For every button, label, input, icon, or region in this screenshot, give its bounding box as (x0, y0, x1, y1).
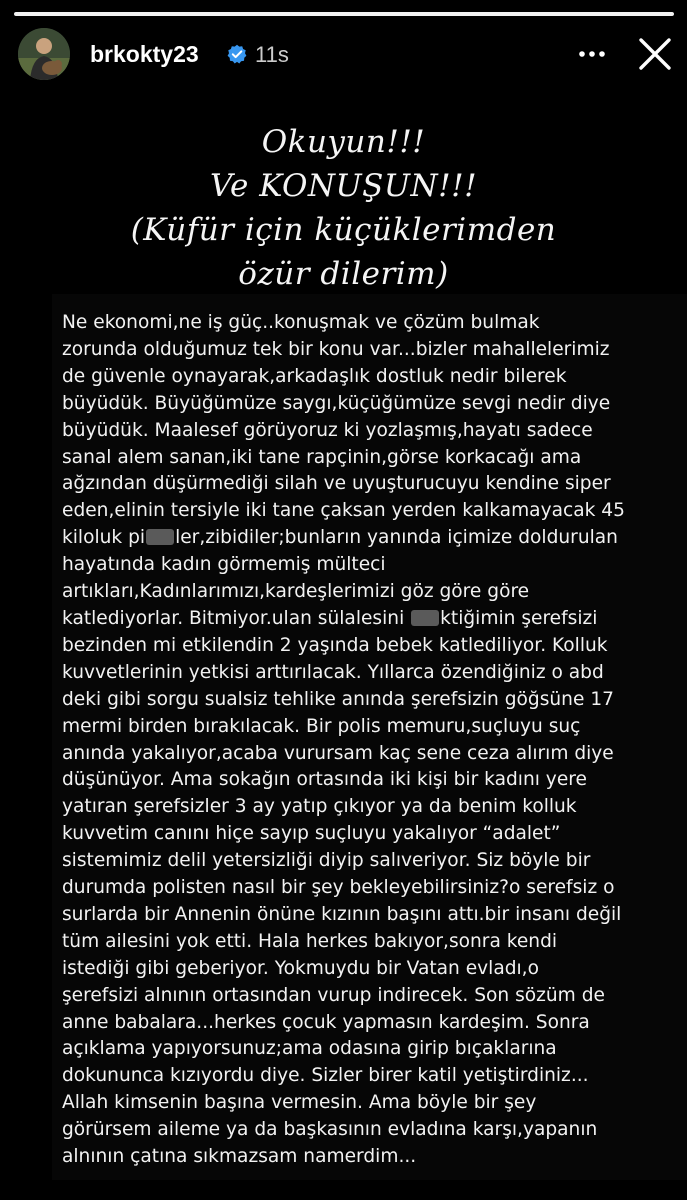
story-progress-bar (14, 12, 674, 16)
body-line: düşünüyor. Ama sokağın ortasında iki kişi bir kadını yere (62, 769, 587, 791)
body-line: sanal alem sanan,iki tane rapçinin,görse korkacağı ama (62, 446, 582, 468)
body-line: kuvvetim canını hiçe sayıp suçluyu yakalıyor “adalet” (62, 823, 561, 845)
story-heading (80, 120, 607, 296)
body-line: kuvvetlerinin yetkisi arttırılacak. Yıllarca özendiğiniz o abd (62, 661, 604, 683)
avatar-image (18, 28, 70, 80)
body-line: zorunda olduğumuz tek bir konu var...bizler mahallelerimiz (62, 338, 610, 360)
story-header (18, 28, 673, 80)
body-line: mermi birden bırakılacak. Bir polis memuru,suçluyu suç (62, 715, 581, 737)
body-line: şerefsizi alnının ortasından vurup indirecek. Son sözüm de (62, 984, 605, 1006)
avatar[interactable] (18, 28, 70, 80)
censor-blur (146, 529, 174, 545)
body-line: ağzından düşürmediği silah ve uyuşturucuyu kendine siper (62, 473, 611, 495)
body-line: surlarda bir Annenin önüne kızının başını attı.bir insanı değil (62, 903, 622, 925)
heading-line: Okuyun!!! (261, 124, 426, 160)
verified-badge-icon (227, 44, 247, 64)
body-line: de güvenle oynayarak,arkadaşlık dostluk nedir bilerek (62, 365, 567, 387)
body-line: istediği gibi geberiyor. Yokmuydu bir Vatan evladı,o (62, 957, 539, 979)
body-line: dokununca kızıyordu diye. Sizler birer katil yetiştirdiniz... (62, 1065, 589, 1087)
body-line: bezinden mi etkilendin 2 yaşında bebek katlediliyor. Kolluk (62, 634, 608, 656)
heading-line: özür dilerim) (238, 256, 449, 292)
body-line: alnının çatına sıkmazsam namerdim... (62, 1146, 417, 1168)
more-horizontal-icon[interactable] (576, 42, 608, 66)
body-line: Allah kimsenin başına vermesin. Ama böyle bir şey (62, 1092, 537, 1114)
body-line: Ne ekonomi,ne iş güç..konuşmak ve çözüm bulmak (62, 312, 540, 333)
body-line: katlediyorlar. Bitmiyor.ulan sülalesini ktiğimin şerefsizi (62, 607, 598, 629)
close-icon[interactable] (638, 37, 672, 71)
heading-line: Ve KONUŞUN!!! (209, 168, 478, 204)
body-line: kiloluk pi ler,zibidiler;bunların yanında içimize doldurulan (62, 527, 618, 549)
body-line: anne babalara...herkes çocuk yapmasın kardeşim. Sonra (62, 1011, 590, 1033)
body-line: açıklama yapıyorsunuz;ama odasına girip bıçaklarına (62, 1038, 557, 1060)
username[interactable]: brkokty23 (90, 41, 199, 67)
body-line: anında yakalıyor,acaba vurursam kaç sene ceza alırım diye (62, 742, 614, 764)
story-body-text (62, 310, 682, 1171)
body-line: yatıran şerefsizler 3 ay yatıp çıkıyor ya da benim kolluk (62, 796, 577, 818)
body-line: artıkları,Kadınlarımızı,kardeşlerimizi göz göre göre (62, 581, 530, 603)
story-timestamp: 11s (255, 42, 289, 67)
body-line: deki gibi sorgu sualsiz tehlike anında şerefsizin göğsüne 17 (62, 688, 614, 710)
body-line: büyüdük. Büyüğümüze saygı,küçüğümüze sevgi nedir diye (62, 392, 611, 414)
censor-blur (411, 610, 439, 626)
body-line: sistemimiz delil yetersizliği diyip salıveriyor. Siz böyle bir (62, 850, 591, 872)
body-line: eden,elinin tersiyle iki tane çaksan yerden kalkamayacak 45 (62, 500, 625, 522)
body-line: büyüdük. Maalesef görüyoruz ki yozlaşmış,hayatı sadece (62, 419, 593, 441)
heading-line: (Küfür için küçüklerimden (130, 212, 557, 248)
body-line: görürsem aileme ya da başkasının evladına karşı,yapanın (62, 1119, 598, 1141)
body-line: hayatında kadın görmemiş mülteci (62, 554, 386, 576)
body-line: durumda polisten nasıl bir şey bekleyebilirsiniz?o serefsiz o (62, 877, 615, 899)
story-progress-fill (14, 12, 674, 16)
body-line: tüm ailesini yok etti. Hala herkes bakıyor,sonra kendi (62, 930, 558, 952)
